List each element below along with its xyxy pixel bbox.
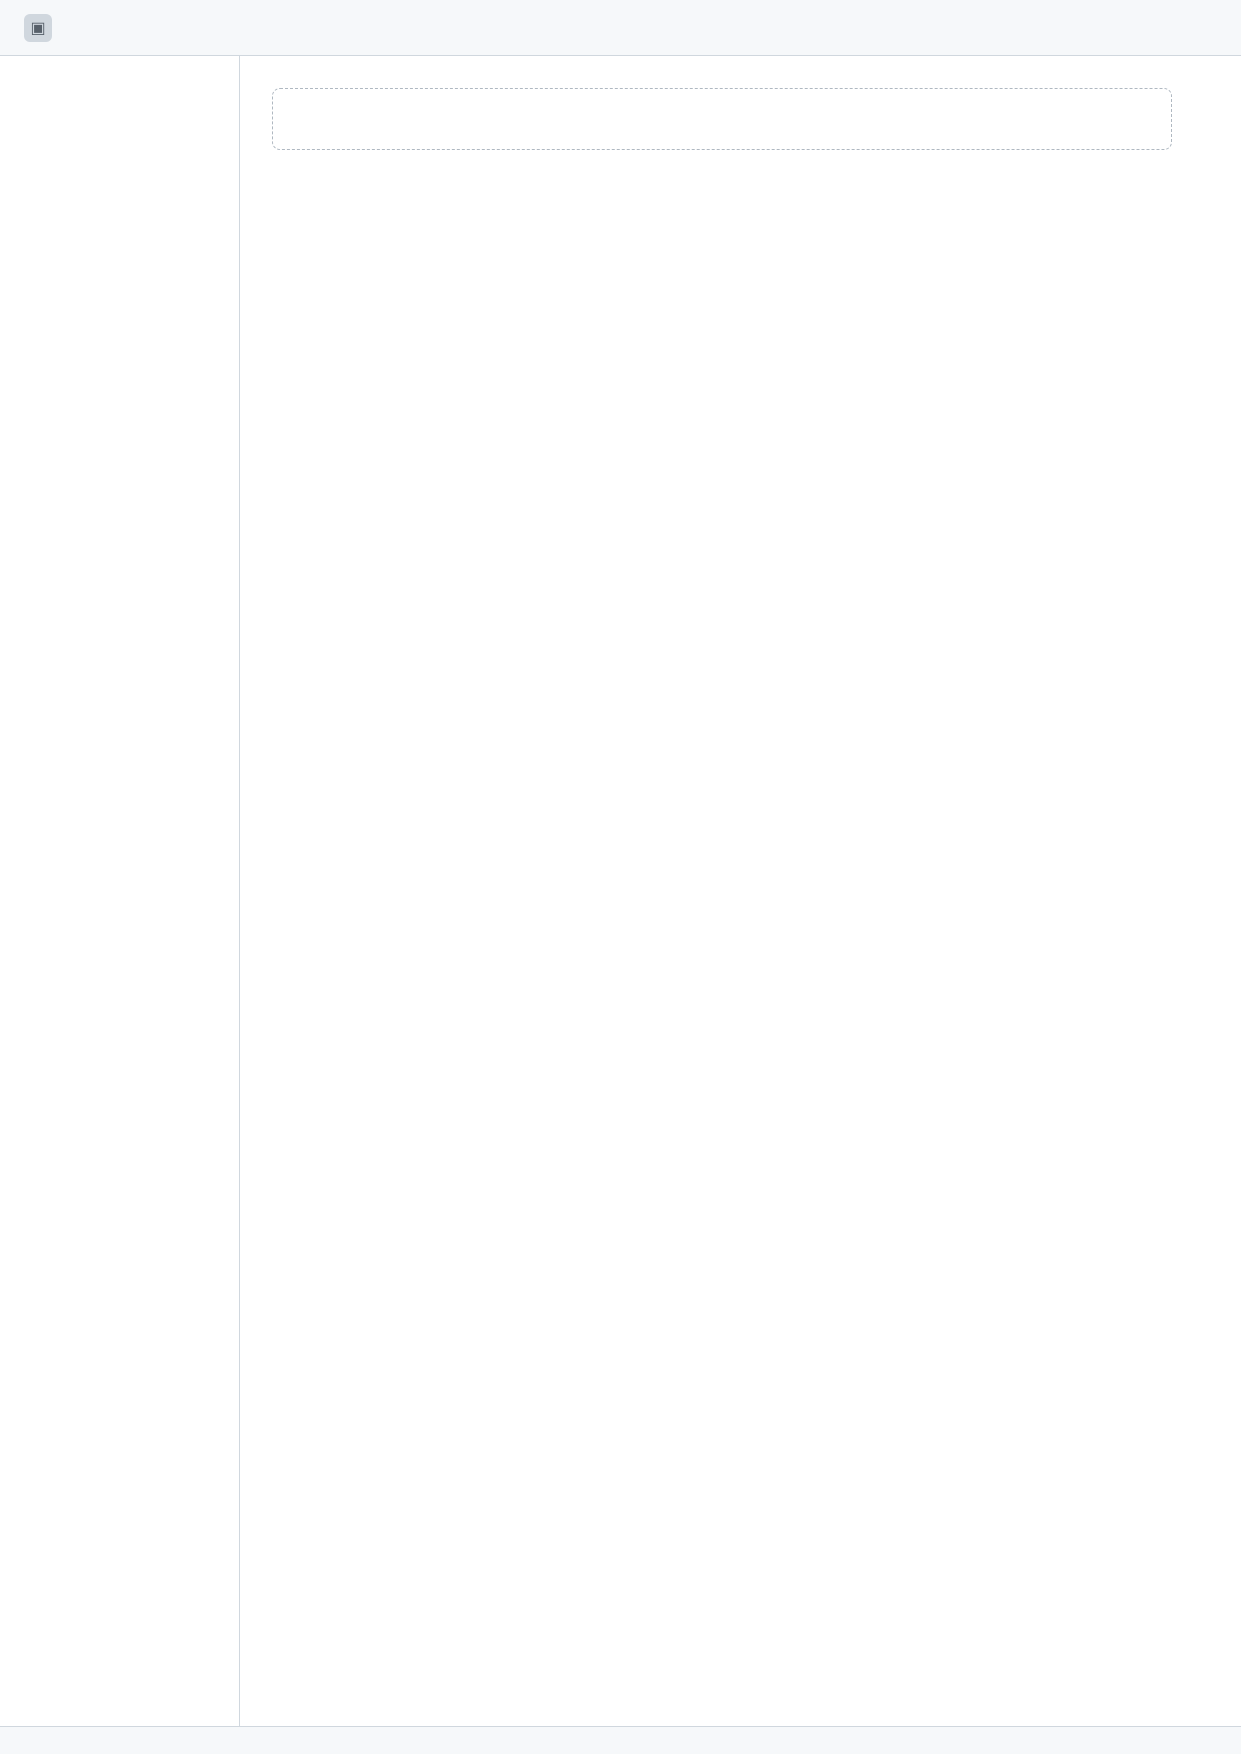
- status-bar: [0, 1726, 1241, 1754]
- sidebar: [0, 56, 240, 1726]
- body-row: [0, 56, 1241, 1726]
- main-content: [240, 56, 1241, 1726]
- app-icon: ▣: [24, 14, 52, 42]
- content-panel: [272, 88, 1172, 150]
- app-header: [0, 0, 1241, 56]
